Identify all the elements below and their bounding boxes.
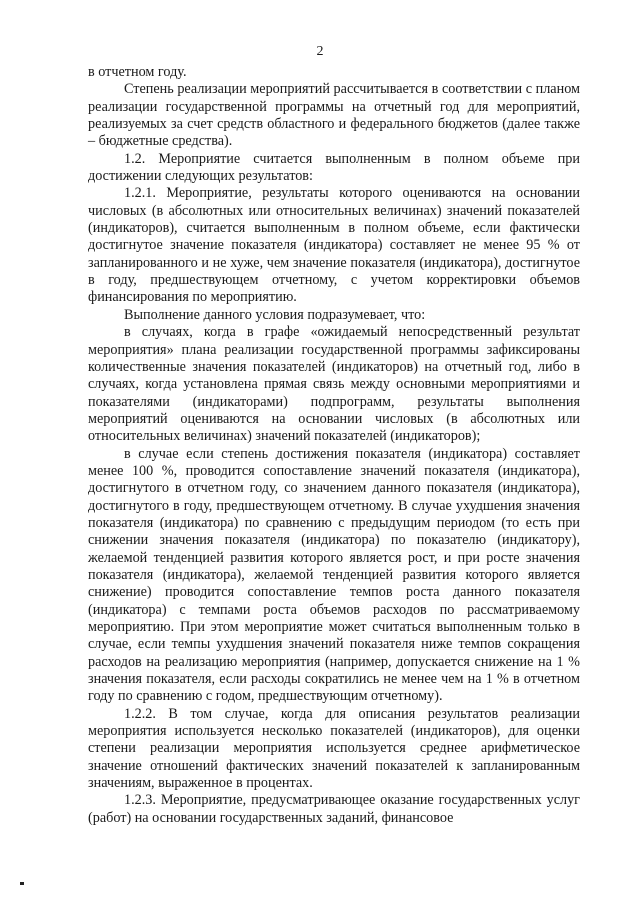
document-body [88, 64, 580, 827]
paragraph-section-1-2-1: 1.2.1. Мероприятие, результаты которого оцениваются на основании числовых (в абсолютных или относительных величинах) значений показателей (индикаторов), считается выполненным в полном объеме, если фактически достигнутое значение показателя (индикатора) составляет не менее 95 % от запланированного и не хуже, чем значение показателя (индикатора), достигнутое в году, предшествующем отчетному, с учетом корректировки объемов финансирования по мероприятию. [88, 185, 580, 306]
paragraph-section-1-2: 1.2. Мероприятие считается выполненным в полном объеме при достижении следующих результатов: [88, 150, 580, 185]
paragraph-continuation: в отчетном году. [88, 64, 187, 80]
paragraph-condition-quantitative: в случаях, когда в графе «ожидаемый непосредственный результат мероприятия» плана реализации государственной программы зафиксированы количественные значения показателей (индикаторов) на отчетный год, либо в случаях, когда установлена прямая связь между основными мероприятиями и показателями (индикаторами) подпрограмм, результаты выполнения мероприятий оцениваются на основании числовых (в абсолютных или относительных величинах) значений показателей (индикаторов); [88, 324, 580, 445]
paragraph-section-1-2-3: 1.2.3. Мероприятие, предусматривающее оказание государственных услуг (работ) на основании государственных заданий, финансовое [88, 792, 580, 826]
paragraph-section-1-2-2: 1.2.2. В том случае, когда для описания результатов реализации мероприятия используется несколько показателей (индикаторов), для оценки степени реализации мероприятия используется среднее арифметическое значение отношений фактических значений показателей к запланированным значениям, выраженное в процентах. [88, 705, 580, 792]
page-number: 2 [316, 44, 324, 59]
scan-artifact-mark [20, 882, 24, 885]
paragraph-condition-comparison: в случае если степень достижения показателя (индикатора) составляет менее 100 %, проводится сопоставление значений показателя (индикатора), достигнутого в отчетном году, со значением данного показателя (индикатора), достигнутого в году, предшествующем отчетному. В случае ухудшения значения показателя (индикатора) по сравнению с предыдущим периодом (то есть при снижении значения показателя (индикатора) по показателю (индикатору), желаемой тенденцией развития которого является рост, и при росте значения показателя (индикатора), желаемой тенденцией развития которого является снижение) проводится сопоставление темпов роста данного показателя (индикатора) с темпами роста объемов расходов по рассматриваемому мероприятию. При этом мероприятие может считаться выполненным только в случае, если темпы ухудшения значений показателя ниже темпов сокращения расходов на реализацию мероприятия (например, допускается снижение на 1 % значения показателя, если расходы сократились не менее чем на 1 % в отчетном году по сравнению с годом, предшествующим отчетному). [88, 445, 580, 705]
paragraph-condition-intro: Выполнение данного условия подразумевает, что: [124, 306, 426, 323]
paragraph-implementation-degree: Степень реализации мероприятий рассчитывается в соответствии с планом реализации государственной программы на отчетный год для мероприятий, реализуемых за счет средств областного и федерального бюджетов (далее также – бюджетные средства). [88, 81, 580, 150]
